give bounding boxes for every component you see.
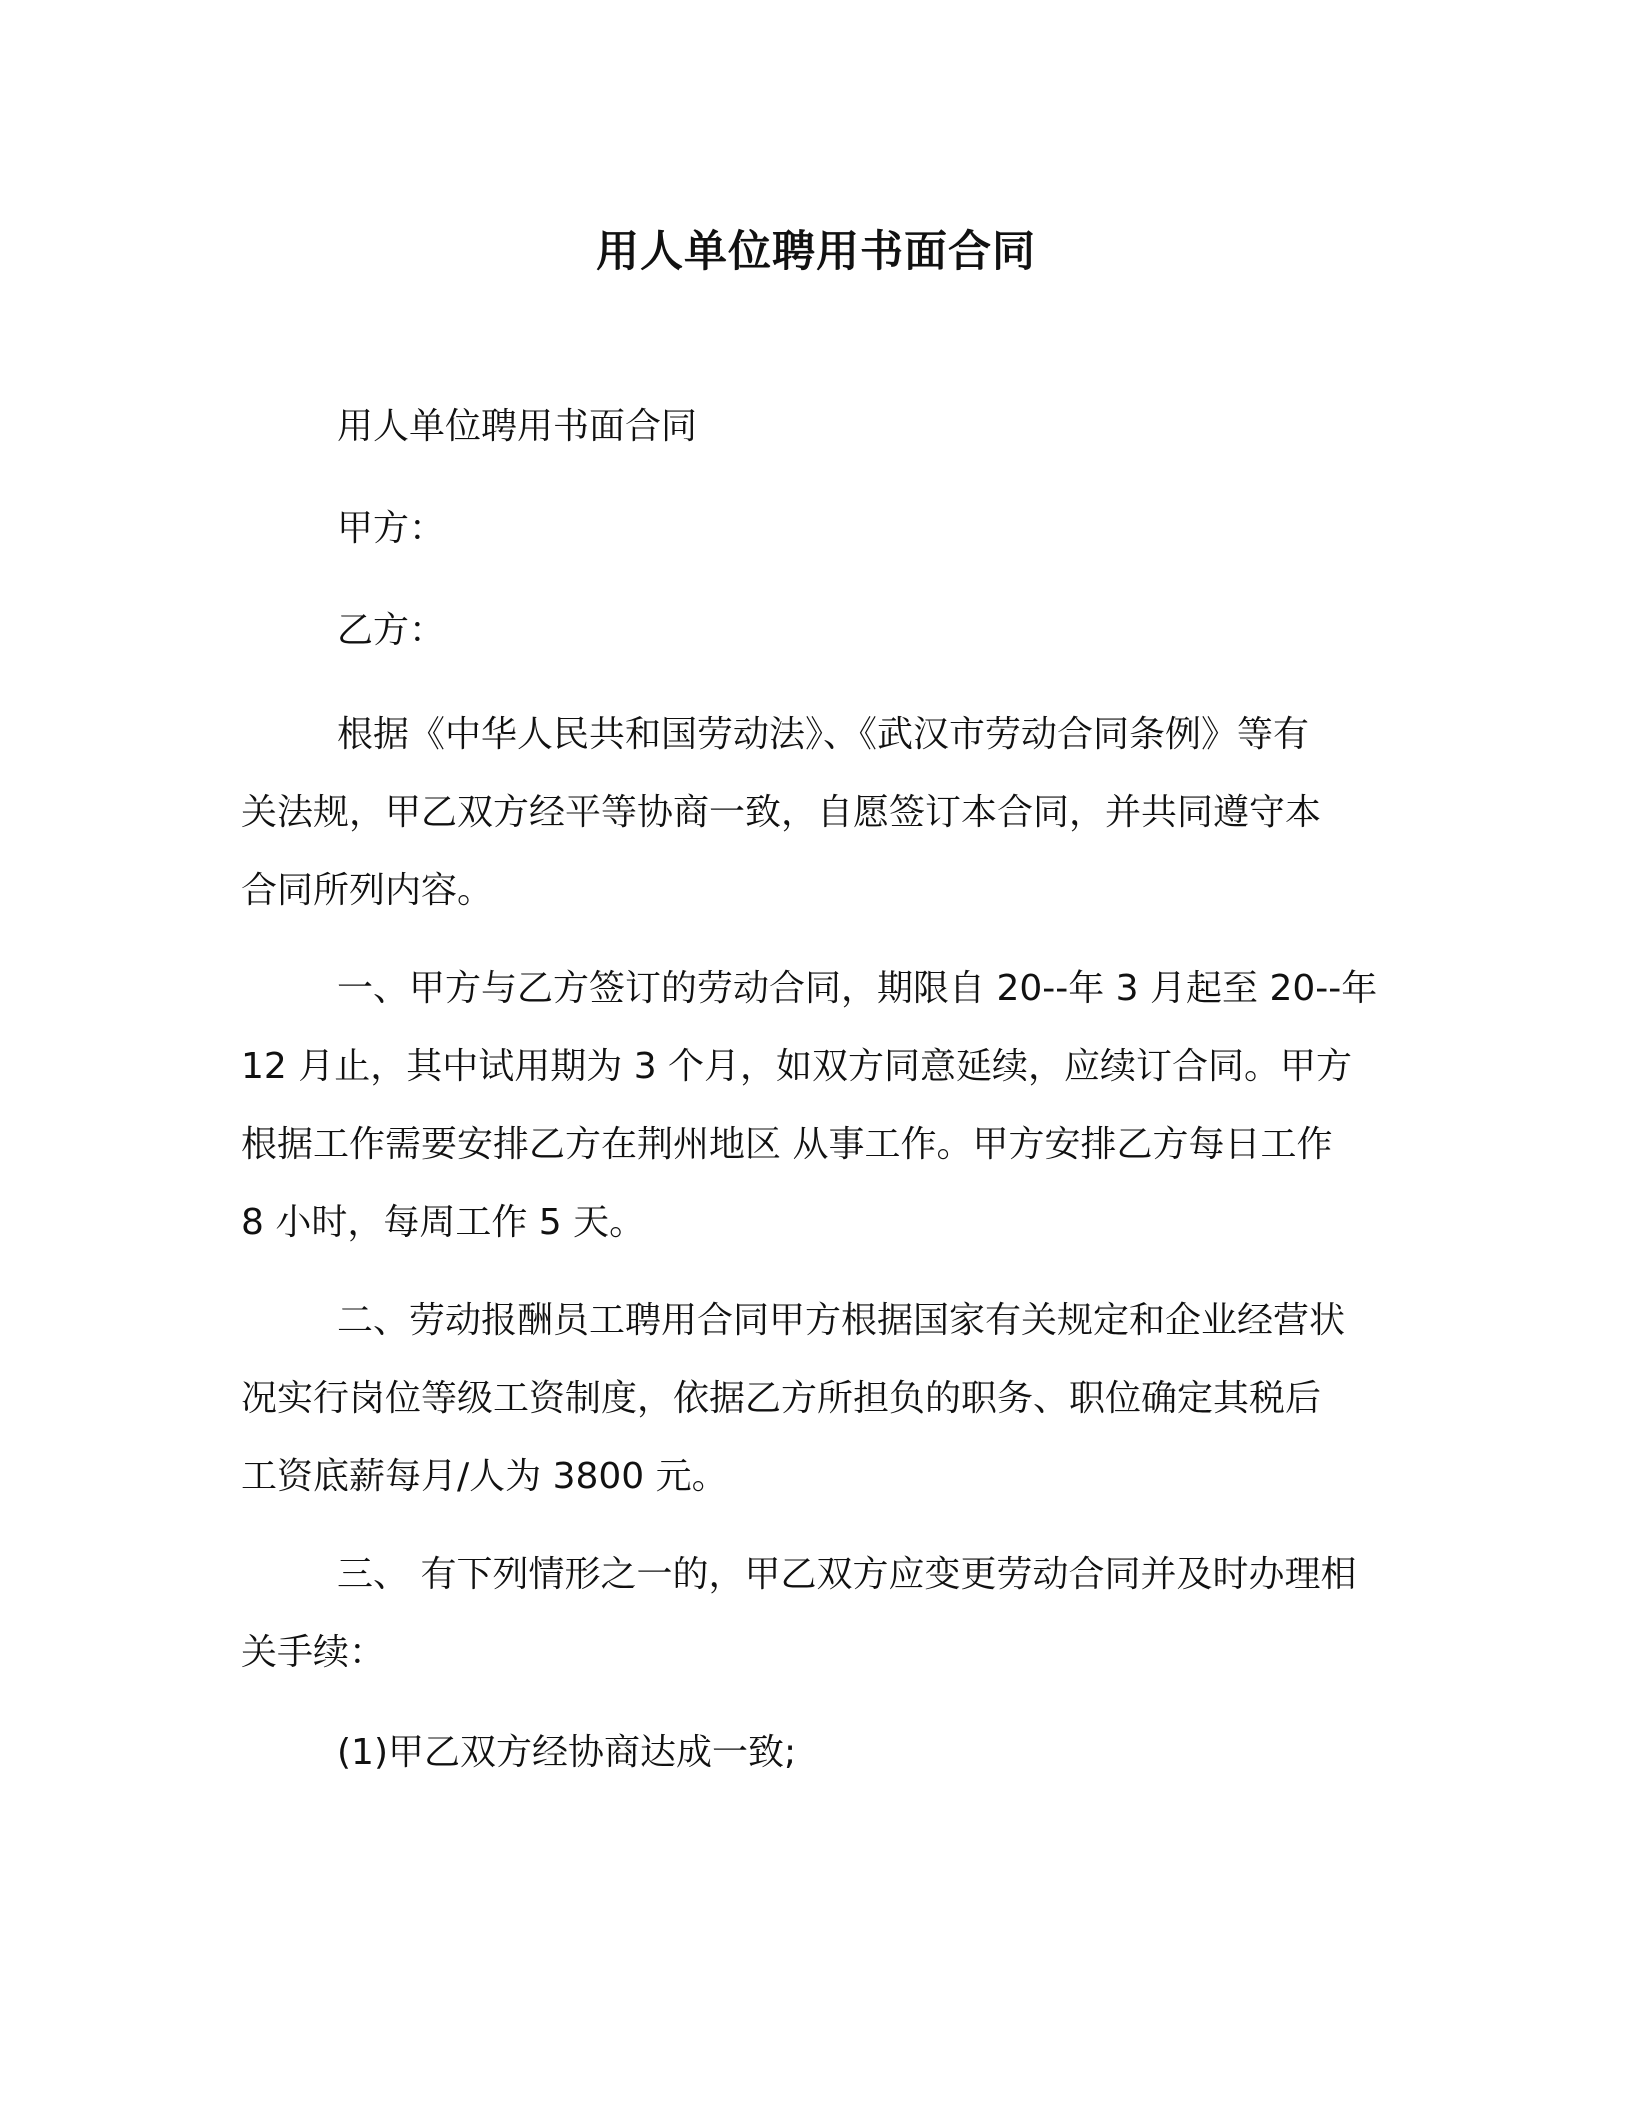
clause-2-line: 况实行岗位等级工资制度，依据乙方所担负的职务、职位确定其税后 <box>241 1378 1322 1419</box>
party-b-block <box>241 592 1391 670</box>
item-1-block <box>241 1714 1391 1792</box>
clause-1-line: 12 月止，其中试用期为 3 个月，如双方同意延续，应续订合同。甲方 <box>241 1046 1353 1087</box>
intro-line: 合同所列内容。 <box>241 870 494 911</box>
document-title: 用人单位聘用书面合同 <box>596 227 1036 277</box>
document-subtitle: 用人单位聘用书面合同 <box>337 406 698 447</box>
intro-line: 关法规，甲乙双方经平等协商一致，自愿签订本合同，并共同遵守本 <box>241 792 1322 833</box>
party-b-label: 乙方： <box>337 610 446 651</box>
party-a-block <box>241 490 1391 568</box>
clause-2-line: 工资底薪每月/人为 3800 元。 <box>241 1456 728 1497</box>
clause-1-line: 8 小时，每周工作 5 天。 <box>241 1202 646 1243</box>
clause-1-line: 根据工作需要安排乙方在荆州地区 从事工作。甲方安排乙方每日工作 <box>241 1124 1333 1165</box>
clause-3-paragraph <box>241 1536 1391 1692</box>
clause-2-paragraph <box>241 1282 1391 1516</box>
clause-2-line: 二、劳动报酬员工聘用合同甲方根据国家有关规定和企业经营状 <box>337 1300 1346 1341</box>
clause-1-paragraph <box>241 950 1391 1262</box>
intro-paragraph <box>241 696 1391 930</box>
clause-3-line: 关手续： <box>241 1632 386 1673</box>
clause-1-line: 一、甲方与乙方签订的劳动合同，期限自 20--年 3 月起至 20--年 <box>337 968 1378 1009</box>
party-a-label: 甲方： <box>337 508 446 549</box>
intro-line: 根据《中华人民共和国劳动法》、《武汉市劳动合同条例》等有 <box>337 714 1310 755</box>
subtitle-block <box>241 388 1391 466</box>
item-1-text: (1)甲乙双方经协商达成一致; <box>337 1732 797 1773</box>
clause-3-line: 三、 有下列情形之一的，甲乙双方应变更劳动合同并及时办理相 <box>337 1554 1357 1595</box>
